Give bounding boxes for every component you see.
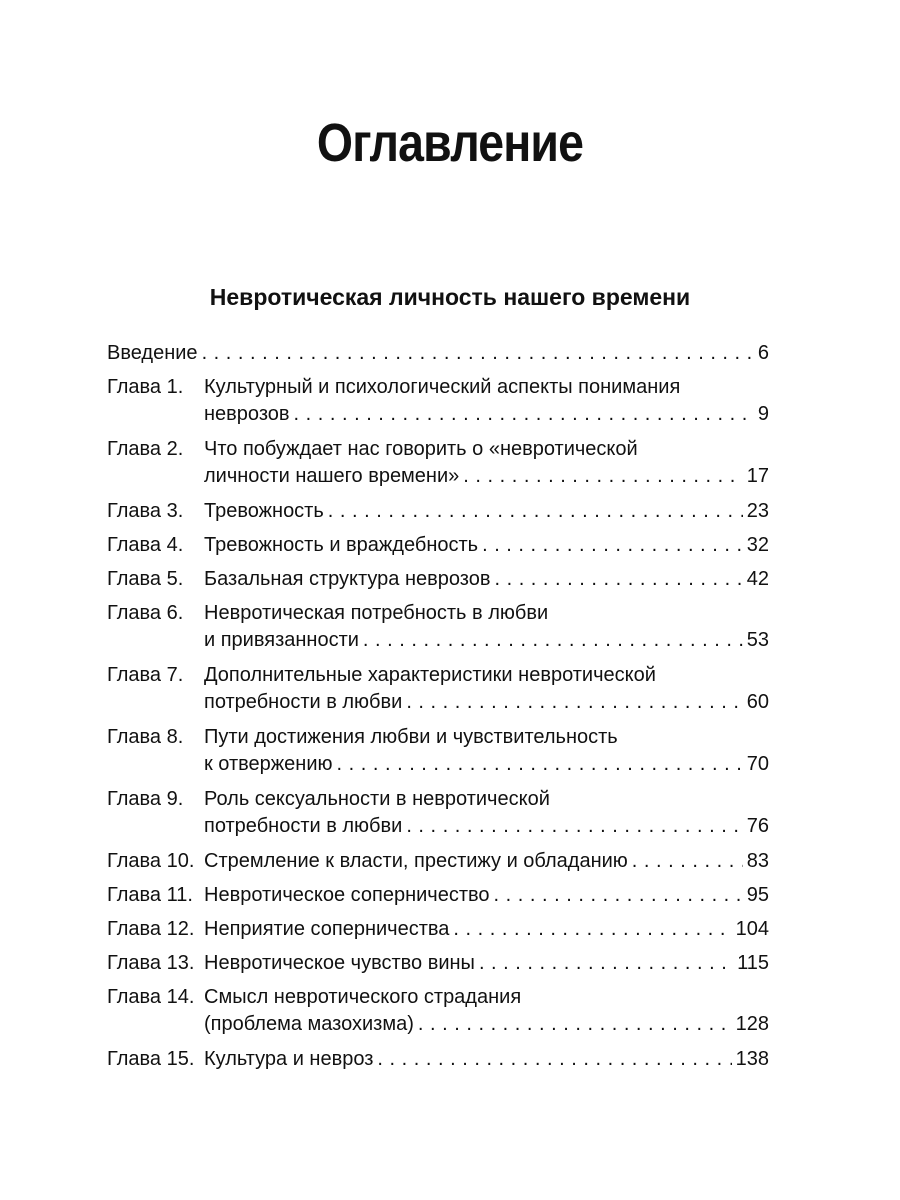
toc-page-number: 60 <box>746 691 769 713</box>
toc-page-number: 70 <box>746 753 769 775</box>
dot-leader <box>202 340 754 367</box>
toc-entry-body <box>204 950 769 977</box>
toc-entry[interactable] <box>107 1046 769 1073</box>
dot-leader <box>463 463 742 490</box>
toc-entry-line <box>204 627 769 654</box>
toc-entry-title-line: Что побуждает нас говорить о «невротической <box>204 438 638 460</box>
toc-chapter-label: Глава 9. <box>107 788 184 810</box>
toc-entry[interactable] <box>107 662 769 716</box>
toc-entry-line <box>204 1046 769 1073</box>
toc-entry-line <box>204 882 769 909</box>
dot-leader <box>406 813 742 840</box>
toc-entry-title-line: Пути достижения любви и чувствительность <box>204 726 618 748</box>
toc-entry-body <box>204 984 769 1038</box>
dot-leader <box>494 566 742 593</box>
dot-leader <box>453 916 731 943</box>
toc-chapter-label: Глава 13. <box>107 952 195 974</box>
toc-entry-title: Базальная структура неврозов <box>204 568 491 590</box>
dot-leader <box>363 627 743 654</box>
toc-entry-line <box>204 950 769 977</box>
toc-entry-body <box>204 882 769 909</box>
table-of-contents <box>107 340 769 1080</box>
toc-entry-body <box>204 724 769 778</box>
toc-entry-title-line: Смысл невротического страдания <box>204 986 522 1008</box>
toc-entry-title: к отвержению <box>204 753 333 775</box>
toc-entry[interactable] <box>107 984 769 1038</box>
toc-page-number: 9 <box>757 403 769 425</box>
toc-page-number: 76 <box>746 815 769 837</box>
toc-entry[interactable] <box>107 436 769 490</box>
toc-entry-body <box>204 916 769 943</box>
toc-entry-title: (проблема мазохизма) <box>204 1013 414 1035</box>
toc-chapter-label: Глава 1. <box>107 376 184 398</box>
dot-leader <box>337 751 743 778</box>
toc-entry-title: неврозов <box>204 403 290 425</box>
toc-entry[interactable] <box>107 882 769 909</box>
toc-chapter-label: Глава 10. <box>107 850 195 872</box>
toc-entry-line <box>204 1011 769 1038</box>
toc-entry-body <box>204 532 769 559</box>
toc-entry-title: Стремление к власти, престижу и обладанию <box>204 850 628 872</box>
toc-page-number: 115 <box>737 952 769 974</box>
toc-page-number: 23 <box>746 500 769 522</box>
toc-entry[interactable] <box>107 498 769 525</box>
dot-leader <box>482 532 743 559</box>
toc-chapter-label: Глава 2. <box>107 438 184 460</box>
toc-entry-line <box>204 813 769 840</box>
toc-chapter-label: Глава 8. <box>107 726 184 748</box>
toc-entry-title: Невротическое чувство вины <box>204 952 475 974</box>
toc-page-number: 138 <box>735 1048 769 1070</box>
toc-entry-body <box>204 662 769 716</box>
toc-entry-line <box>204 848 769 875</box>
toc-page-number: 17 <box>746 465 769 487</box>
toc-entry[interactable] <box>107 374 769 428</box>
dot-leader <box>418 1011 732 1038</box>
toc-page-number: 32 <box>746 534 769 556</box>
toc-chapter-label: Глава 7. <box>107 664 184 686</box>
dot-leader <box>494 882 743 909</box>
toc-entry-body <box>204 786 769 840</box>
toc-entry-line <box>204 916 769 943</box>
toc-page-number: 128 <box>735 1013 769 1035</box>
toc-entry-body <box>204 848 769 875</box>
toc-entry-title: Неприятие соперничества <box>204 918 450 940</box>
toc-entry-title: Тревожность и враждебность <box>204 534 479 556</box>
toc-entry-title: Невротическое соперничество <box>204 884 490 906</box>
toc-entry-body <box>204 600 769 654</box>
toc-entry-line <box>204 498 769 525</box>
toc-entry-line <box>204 751 769 778</box>
toc-chapter-label: Глава 11. <box>107 884 193 906</box>
toc-page-number: 95 <box>746 884 769 906</box>
toc-entry[interactable] <box>107 600 769 654</box>
toc-entry-title: потребности в любви <box>204 815 403 837</box>
toc-entry[interactable] <box>107 916 769 943</box>
toc-entry[interactable] <box>107 950 769 977</box>
toc-entry-title: и привязанности <box>204 629 359 651</box>
toc-entry-title-line: Культурный и психологический аспекты понимания <box>204 376 681 398</box>
toc-page-number: 104 <box>735 918 769 940</box>
toc-entry[interactable] <box>107 848 769 875</box>
toc-entry-title: потребности в любви <box>204 691 403 713</box>
toc-page-number: 42 <box>746 568 769 590</box>
toc-chapter-label: Глава 14. <box>107 986 195 1008</box>
toc-chapter-label: Глава 4. <box>107 534 184 556</box>
toc-entry[interactable] <box>107 340 769 367</box>
toc-chapter-label: Глава 12. <box>107 918 195 940</box>
toc-entry-body <box>204 436 769 490</box>
dot-leader <box>294 401 754 428</box>
dot-leader <box>377 1046 731 1073</box>
toc-entry-line <box>204 401 769 428</box>
toc-entry-body <box>204 498 769 525</box>
toc-entry-title-line: Роль сексуальности в невротической <box>204 788 550 810</box>
dot-leader <box>632 848 743 875</box>
page-title: Оглавление <box>316 113 584 173</box>
dot-leader <box>406 689 742 716</box>
toc-entry-title-line: Невротическая потребность в любви <box>204 602 549 624</box>
toc-entry-line <box>204 463 769 490</box>
toc-entry-body <box>107 340 769 367</box>
dot-leader <box>328 498 743 525</box>
toc-entry-body <box>204 374 769 428</box>
toc-entry-title: Тревожность <box>204 500 324 522</box>
dot-leader <box>479 950 733 977</box>
toc-entry-line <box>107 340 769 367</box>
toc-page-number: 53 <box>746 629 769 651</box>
toc-entry[interactable] <box>107 724 769 778</box>
toc-page-number: 6 <box>757 342 769 364</box>
toc-entry[interactable] <box>107 786 769 840</box>
toc-entry-title: Культура и невроз <box>204 1048 374 1070</box>
toc-entry-title: Введение <box>107 342 198 364</box>
toc-entry-line <box>204 566 769 593</box>
toc-chapter-label: Глава 3. <box>107 500 184 522</box>
section-title: Невротическая личность нашего времени <box>209 284 691 310</box>
toc-chapter-label: Глава 15. <box>107 1048 195 1070</box>
toc-chapter-label: Глава 5. <box>107 568 184 590</box>
toc-entry-body <box>204 566 769 593</box>
toc-entry-body <box>204 1046 769 1073</box>
toc-entry-line <box>204 532 769 559</box>
toc-entry[interactable] <box>107 566 769 593</box>
toc-entry[interactable] <box>107 532 769 559</box>
toc-page-number: 83 <box>746 850 769 872</box>
toc-entry-title-line: Дополнительные характеристики невротической <box>204 664 656 686</box>
toc-entry-line <box>204 689 769 716</box>
toc-entry-title: личности нашего времени» <box>204 465 460 487</box>
toc-chapter-label: Глава 6. <box>107 602 184 624</box>
